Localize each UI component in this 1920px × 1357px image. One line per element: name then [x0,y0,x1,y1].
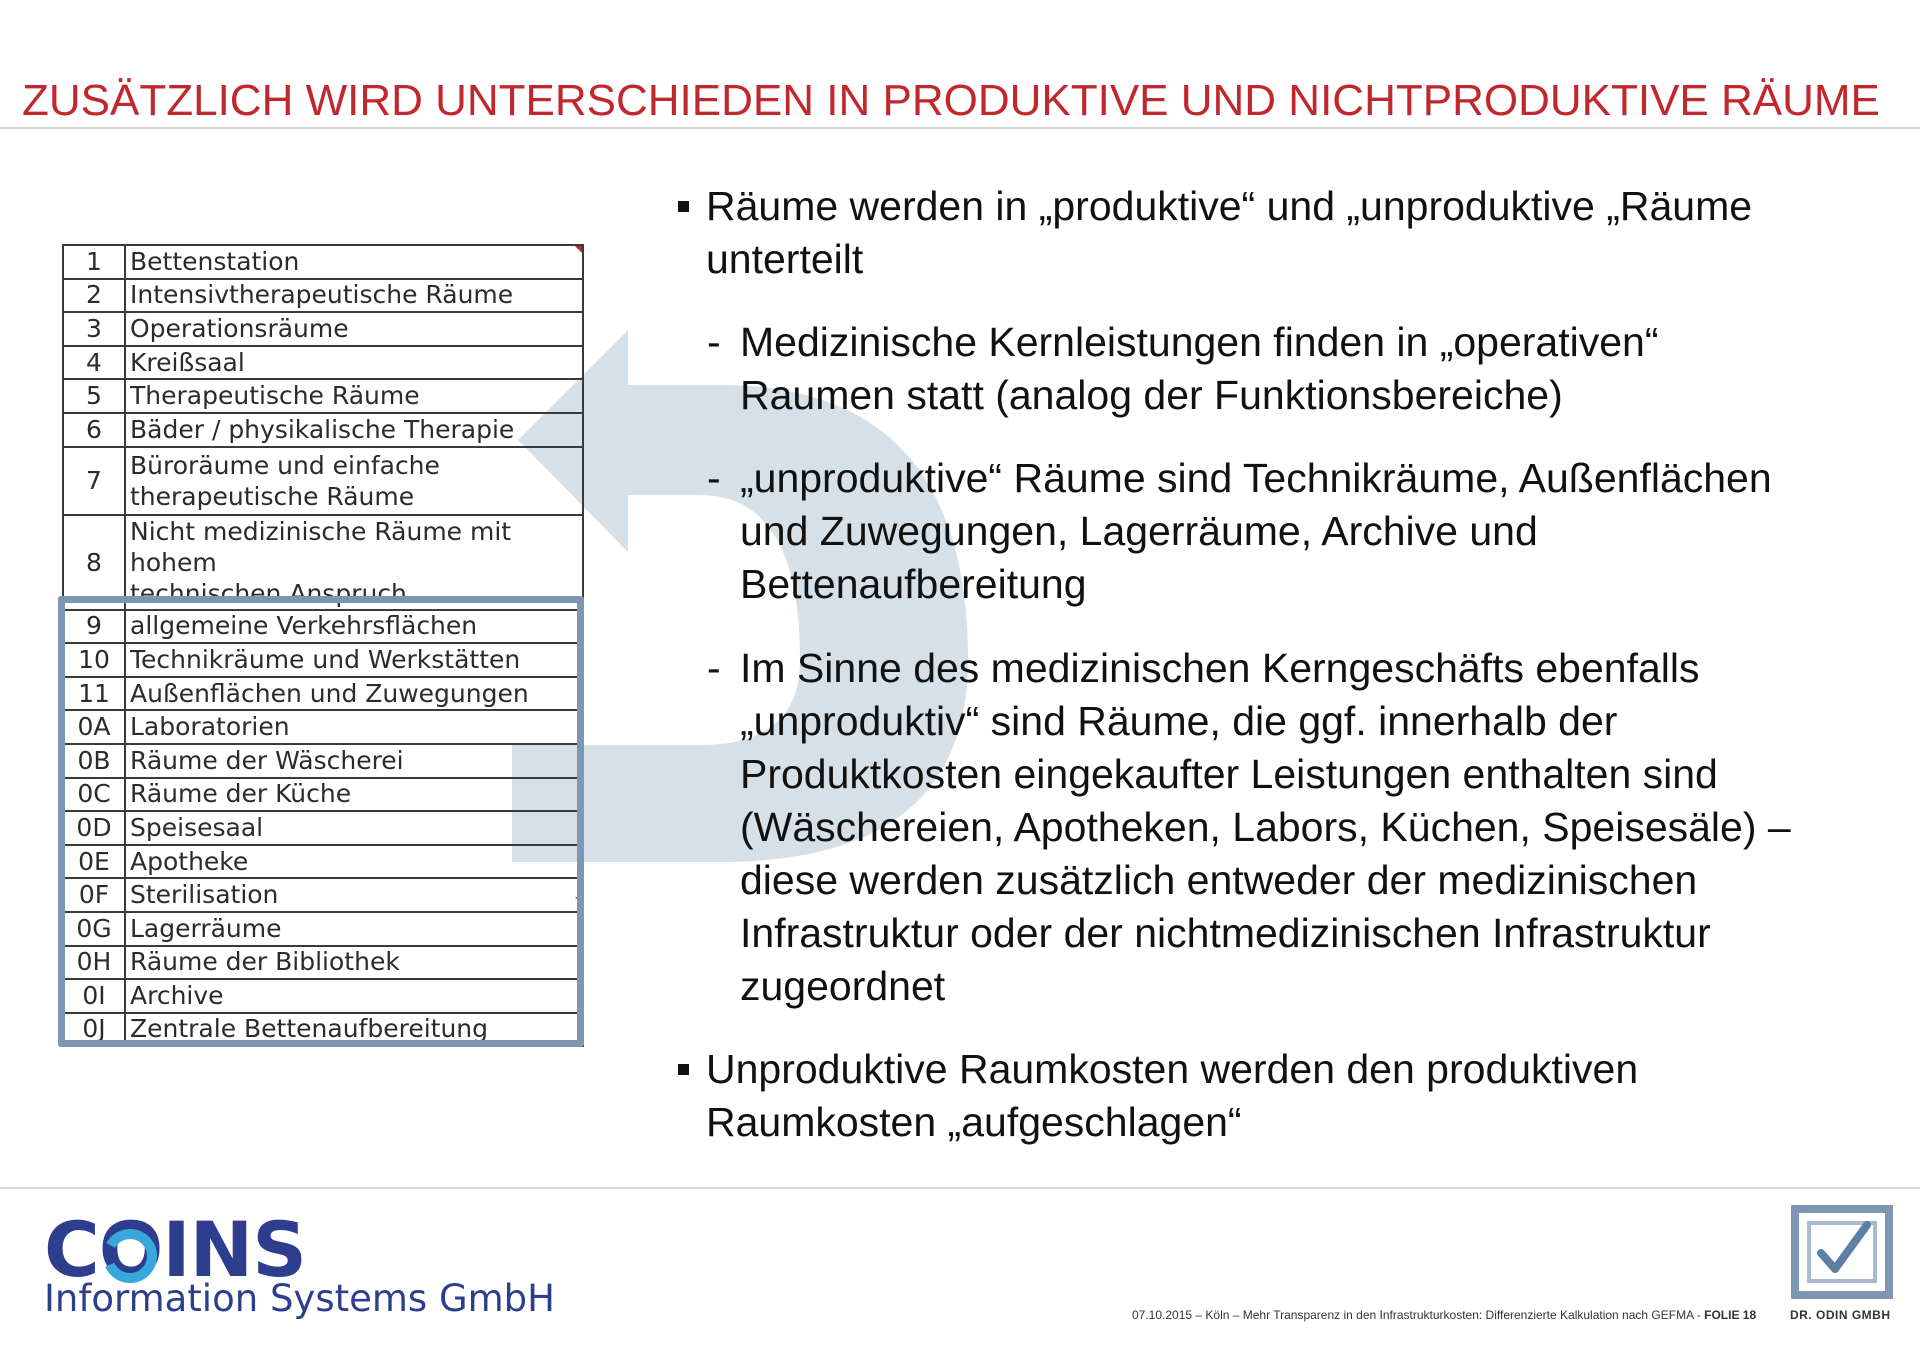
room-label: Kreißsaal [125,346,583,380]
room-label: Therapeutische Räume [125,379,583,413]
room-label: Räume der Küche [125,778,583,812]
bullet-line: „unproduktive“ Räume sind Technikräume, Außenflächen [740,455,1772,501]
bullet-line: Raumen statt (analog der Funktionsbereiche) [740,372,1563,418]
dash-marker: - [707,645,721,691]
room-label: Intensivtherapeutische Räume [125,279,583,313]
bullet-item [706,1043,1638,1149]
bullet-line: Räume werden in „produktive“ und „unproduktive „Räume [706,183,1753,229]
checkmark-box-icon [1791,1205,1893,1299]
bullet-item [706,180,1752,286]
room-code: 0G [63,912,125,946]
coins-logo-subtitle: Information Systems GmbH [44,1277,555,1320]
room-code: 6 [63,413,125,447]
table-row [63,413,583,447]
room-label-line: technischen Anspruch [130,578,407,608]
room-code: 0F [63,878,125,912]
table-row [63,312,583,346]
bullet-line: unterteilt [706,236,864,282]
bullet-line: Medizinische Kernleistungen finden in „operativen“ [740,319,1659,365]
bullet-line: Im Sinne des medizinischen Kerngeschäfts ebenfalls [740,645,1700,691]
bullet-line: (Wäschereien, Apotheken, Labors, Küchen, Speisesäle) – [740,804,1791,850]
square-bullet-icon [678,1064,689,1075]
comment-marker [575,246,582,253]
room-code: 11 [63,677,125,711]
table-row [63,245,583,279]
room-label: Laboratorien [125,710,583,744]
table-row [63,346,583,380]
slide-number: FOLIE 18 [1704,1308,1757,1322]
room-label: Bettenstation [125,245,583,279]
bullet-item [740,452,1772,611]
room-code: 0B [63,744,125,778]
room-label: Zentrale Bettenaufbereitung [125,1013,583,1047]
room-code: 0H [63,946,125,980]
coins-logo-swirl-icon [102,1228,158,1284]
footer-divider [0,1187,1920,1189]
room-label-line: Nicht medizinische Räume mit hohem [130,516,512,577]
room-code: 3 [63,312,125,346]
dash-marker: - [707,455,721,501]
bullet-line: diese werden zusätzlich entweder der medizinischen [740,857,1698,903]
dash-marker: - [707,319,721,365]
room-label-line: Büroräume und einfache [130,450,440,480]
room-label: Außenflächen und Zuwegungen [125,677,583,711]
footer-citation-text: 07.10.2015 – Köln – Mehr Transparenz in den Infrastrukturkosten: Differenzierte Kalkulation nach GEFMA - [1132,1308,1701,1322]
room-label: Speisesaal [125,811,583,845]
bullet-item [740,642,1791,1013]
slide-title: ZUSÄTZLICH WIRD UNTERSCHIEDEN IN PRODUKTIVE UND NICHTPRODUKTIVE RÄUME [22,76,1880,125]
room-code: 0I [63,979,125,1013]
room-code: 2 [63,279,125,313]
room-code: 0A [63,710,125,744]
footer-citation [1132,1308,1756,1322]
room-code: 5 [63,379,125,413]
unproductive-rooms-highlight [58,596,584,1047]
room-code: 1 [63,245,125,279]
room-label [125,447,583,515]
bullet-line: Unproduktive Raumkosten werden den produktiven [706,1046,1639,1092]
bullet-line: „unproduktiv“ sind Räume, die ggf. innerhalb der [740,698,1618,744]
bullet-line: Infrastruktur oder der nichtmedizinischen Infrastruktur [740,910,1711,956]
room-code: 0D [63,811,125,845]
room-label: Lagerräume [125,912,583,946]
table-row [63,279,583,313]
room-code: 0J [63,1013,125,1047]
coins-logo: COINS [44,1205,307,1294]
room-label: Bäder / physikalische Therapie [125,413,583,447]
room-code: 0C [63,778,125,812]
square-bullet-icon [678,201,689,212]
room-label: Räume der Bibliothek [125,946,583,980]
room-code: 9 [63,610,125,644]
table-row [63,447,583,515]
room-code: 10 [63,643,125,677]
bullet-item [740,316,1658,422]
room-code: 4 [63,346,125,380]
room-label: Operationsräume [125,312,583,346]
bullet-line: zugeordnet [740,963,946,1009]
bullet-line: Produktkosten eingekaufter Leistungen enthalten sind [740,751,1718,797]
bullet-line: Raumkosten „aufgeschlagen“ [706,1099,1242,1145]
room-label-line: therapeutische Räume [130,481,415,511]
bullet-line: Bettenaufbereitung [740,561,1087,607]
room-code: 7 [63,447,125,515]
room-code: 0E [63,845,125,879]
room-label: Apotheke [125,845,583,879]
room-code: 8 [63,515,125,610]
room-label: Räume der Wäscherei [125,744,583,778]
room-label: Technikräume und Werkstätten [125,643,583,677]
table-row [63,379,583,413]
room-label: Archive [125,979,583,1013]
odin-logo-label: DR. ODIN GMBH [1790,1308,1891,1322]
bullet-line: und Zuwegungen, Lagerräume, Archive und [740,508,1538,554]
room-label: Sterilisation [125,878,583,912]
room-label: allgemeine Verkehrsflächen [125,610,583,644]
